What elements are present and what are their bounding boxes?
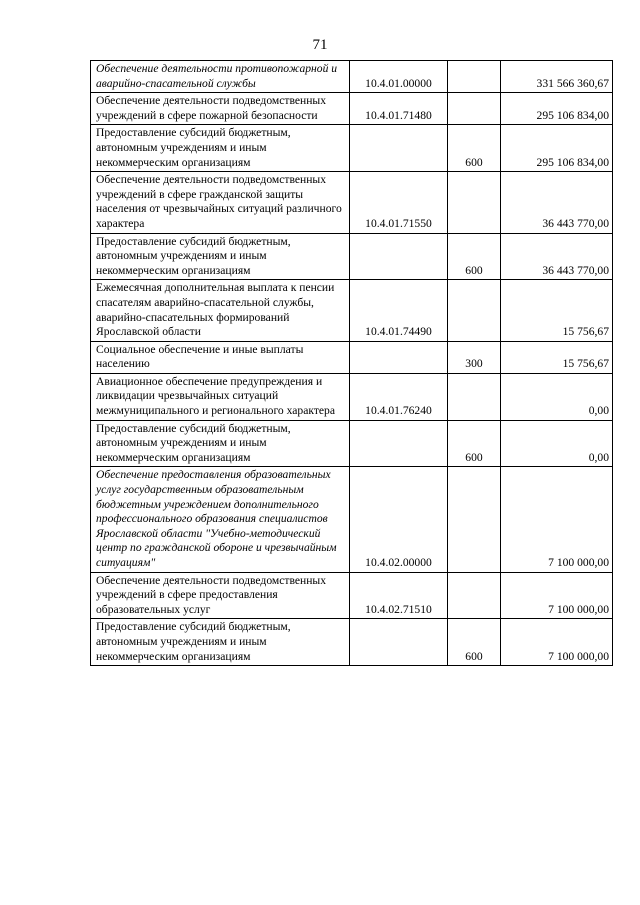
target-code-cell: 10.4.01.71480 <box>350 93 448 125</box>
expense-type-cell <box>448 280 501 341</box>
table-row <box>91 233 613 280</box>
amount-cell: 7 100 000,00 <box>501 619 613 666</box>
page-number: 71 <box>312 37 328 53</box>
table-row <box>91 341 613 373</box>
amount-cell: 295 106 834,00 <box>501 93 613 125</box>
expense-name-cell: Предоставление субсидий бюджетным, автономным учреждениям и иным некоммерческим организациям <box>91 619 350 666</box>
amount-cell: 331 566 360,67 <box>501 61 613 93</box>
table-row <box>91 280 613 341</box>
amount-cell: 15 756,67 <box>501 341 613 373</box>
expense-type-cell <box>448 572 501 619</box>
target-code-cell <box>350 233 448 280</box>
expense-type-cell: 600 <box>448 233 501 280</box>
expense-name-cell: Социальное обеспечение и иные выплаты населению <box>91 341 350 373</box>
table-row <box>91 125 613 172</box>
target-code-cell: 10.4.02.71510 <box>350 572 448 619</box>
table-row <box>91 420 613 467</box>
table-row <box>91 373 613 420</box>
budget-table <box>90 60 613 666</box>
target-code-cell: 10.4.01.76240 <box>350 373 448 420</box>
target-code-cell: 10.4.02.00000 <box>350 467 448 572</box>
expense-name-cell: Обеспечение деятельности подведомственных учреждений в сфере пожарной безопасности <box>91 93 350 125</box>
expense-name-cell: Обеспечение предоставления образовательных услуг государственным образовательным бюджетным учреждением дополнительного профессионального образования специалистов Ярославской области "Учебно-методический центр по гражданской обороне и чрезвычайным ситуациям" <box>91 467 350 572</box>
expense-type-cell <box>448 61 501 93</box>
amount-cell: 0,00 <box>501 373 613 420</box>
table-row <box>91 61 613 93</box>
table-row <box>91 467 613 572</box>
target-code-cell: 10.4.01.00000 <box>350 61 448 93</box>
expense-name-cell: Предоставление субсидий бюджетным, автономным учреждениям и иным некоммерческим организациям <box>91 420 350 467</box>
target-code-cell: 10.4.01.71550 <box>350 172 448 233</box>
table-row <box>91 572 613 619</box>
expense-type-cell: 600 <box>448 619 501 666</box>
expense-name-cell: Обеспечение деятельности подведомственных учреждений в сфере гражданской защиты населения от чрезвычайных ситуаций различного характера <box>91 172 350 233</box>
expense-type-cell <box>448 172 501 233</box>
amount-cell: 0,00 <box>501 420 613 467</box>
budget-table-body <box>91 61 613 666</box>
target-code-cell <box>350 341 448 373</box>
expense-name-cell: Авиационное обеспечение предупреждения и ликвидации чрезвычайных ситуаций межмуниципального и регионального характера <box>91 373 350 420</box>
target-code-cell <box>350 420 448 467</box>
amount-cell: 7 100 000,00 <box>501 572 613 619</box>
expense-type-cell: 600 <box>448 420 501 467</box>
amount-cell: 295 106 834,00 <box>501 125 613 172</box>
expense-type-cell: 300 <box>448 341 501 373</box>
expense-name-cell: Обеспечение деятельности подведомственных учреждений в сфере предоставления образовательных услуг <box>91 572 350 619</box>
expense-type-cell <box>448 93 501 125</box>
expense-type-cell <box>448 373 501 420</box>
expense-name-cell: Предоставление субсидий бюджетным, автономным учреждениям и иным некоммерческим организациям <box>91 125 350 172</box>
table-row <box>91 93 613 125</box>
expense-name-cell: Ежемесячная дополнительная выплата к пенсии спасателям аварийно-спасательной службы, аварийно-спасательных формирований Ярославской области <box>91 280 350 341</box>
table-row <box>91 172 613 233</box>
target-code-cell <box>350 619 448 666</box>
amount-cell: 7 100 000,00 <box>501 467 613 572</box>
amount-cell: 36 443 770,00 <box>501 172 613 233</box>
expense-type-cell <box>448 467 501 572</box>
amount-cell: 15 756,67 <box>501 280 613 341</box>
table-row <box>91 619 613 666</box>
expense-name-cell: Обеспечение деятельности противопожарной и аварийно-спасательной службы <box>91 61 350 93</box>
expense-type-cell: 600 <box>448 125 501 172</box>
target-code-cell <box>350 125 448 172</box>
target-code-cell: 10.4.01.74490 <box>350 280 448 341</box>
expense-name-cell: Предоставление субсидий бюджетным, автономным учреждениям и иным некоммерческим организациям <box>91 233 350 280</box>
amount-cell: 36 443 770,00 <box>501 233 613 280</box>
